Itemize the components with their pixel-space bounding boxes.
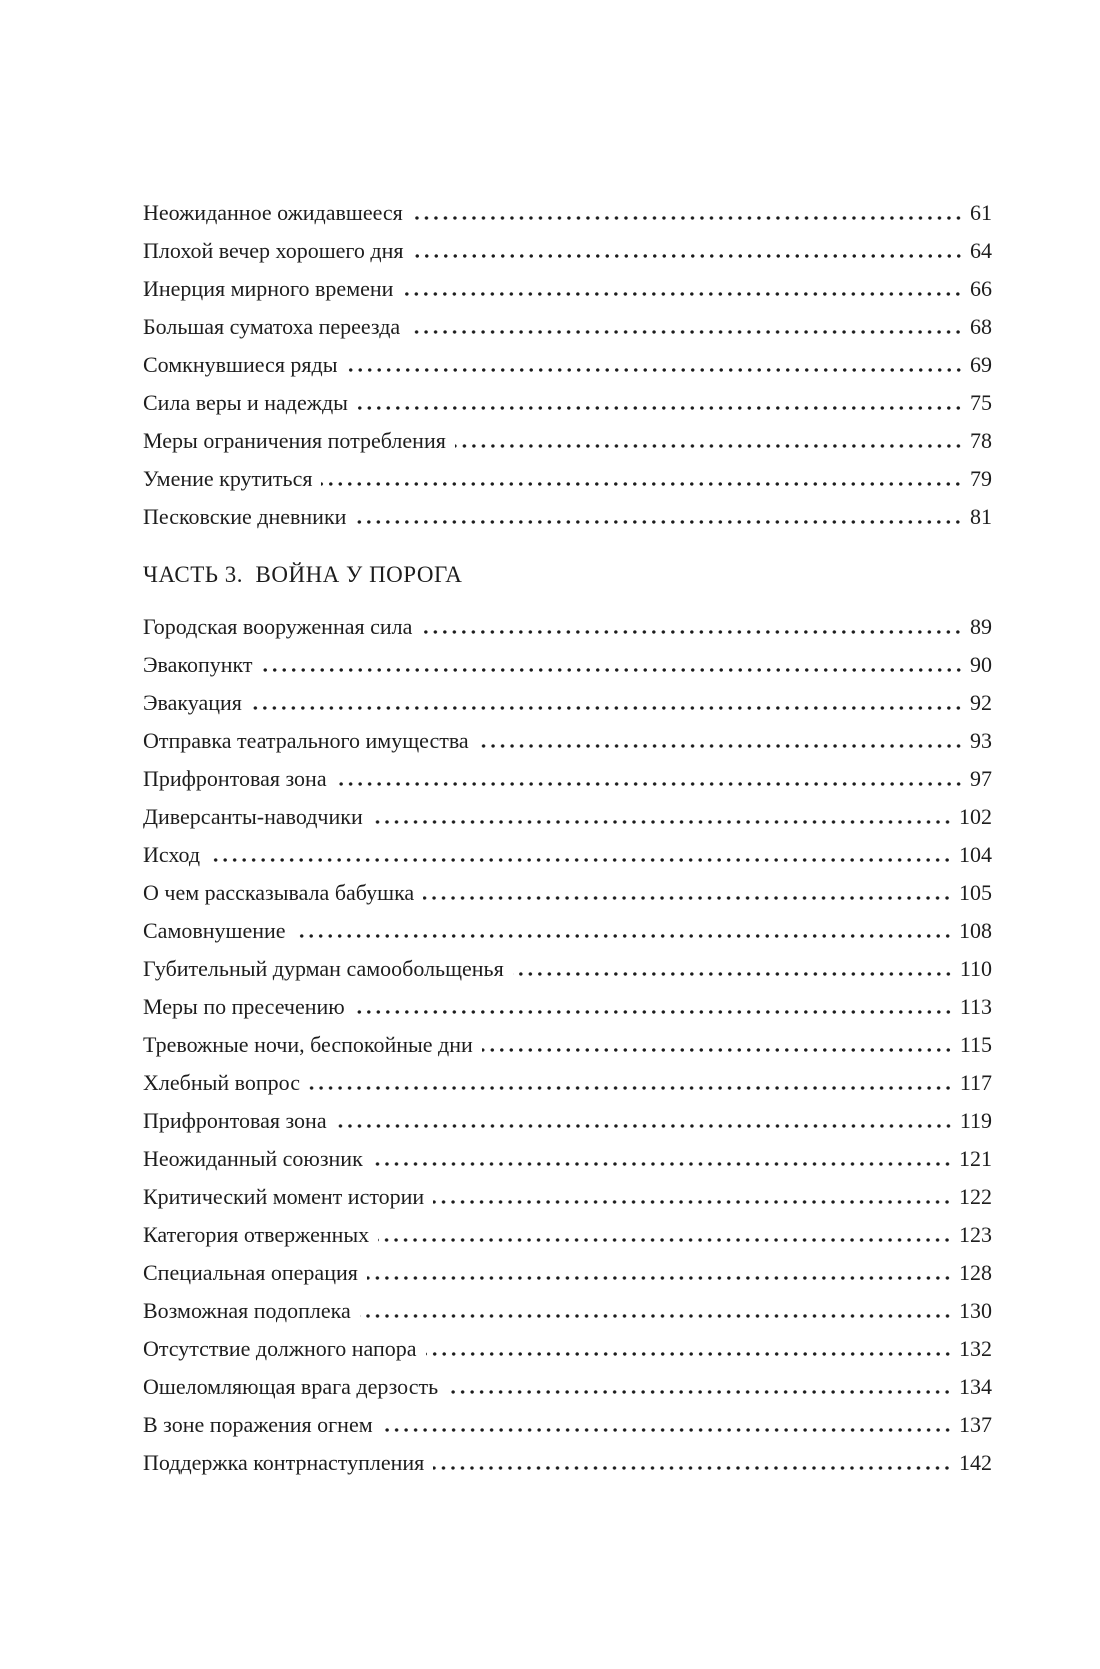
toc-entry-row: [143, 912, 992, 950]
toc-entry-row: [143, 194, 992, 232]
dotted-leader: [209, 858, 952, 862]
toc-entry-title: Возможная подоплека: [143, 1298, 351, 1323]
toc-entry-page-number: 122: [959, 1184, 992, 1209]
toc-entry-page-number: 121: [959, 1146, 992, 1171]
dotted-leader: [355, 520, 963, 524]
dotted-leader: [412, 216, 963, 220]
dotted-leader: [482, 1048, 953, 1052]
toc-entry-page-number: 134: [959, 1374, 992, 1399]
toc-entry-page-number: 105: [959, 880, 992, 905]
toc-entry-title: Эвакопункт: [143, 652, 253, 677]
toc-section-untitled: [143, 194, 992, 536]
toc-entry-title: Городская вооруженная сила: [143, 614, 413, 639]
toc-entry-title: Самовнушение: [143, 918, 286, 943]
toc-entry-page-number: 61: [970, 200, 992, 225]
toc-entry-page-number: 137: [959, 1412, 992, 1437]
toc-entry-row: [143, 270, 992, 308]
toc-entry-row: [143, 346, 992, 384]
toc-entry-row: [143, 1444, 992, 1482]
toc-entry-page-number: 123: [959, 1222, 992, 1247]
toc-entry-page-number: 108: [959, 918, 992, 943]
toc-entry-page-number: 128: [959, 1260, 992, 1285]
toc-entry-page-number: 117: [959, 1070, 992, 1095]
toc-entry-page-number: 130: [959, 1298, 992, 1323]
toc-entry-title: Меры ограничения потребления: [143, 428, 446, 453]
dotted-leader: [478, 744, 963, 748]
dotted-leader: [372, 820, 952, 824]
toc-entry-title: Исход: [143, 842, 201, 867]
toc-entry-row: [143, 1406, 992, 1444]
toc-entry-title: Прифронтовая зона: [143, 1108, 327, 1133]
dotted-leader: [295, 934, 952, 938]
toc-entry-title: Хлебный вопрос: [143, 1070, 300, 1095]
dotted-leader: [262, 668, 963, 672]
toc-entry-row: [143, 232, 992, 270]
dotted-leader: [455, 444, 963, 448]
dotted-leader: [382, 1428, 952, 1432]
dotted-leader: [354, 1010, 953, 1014]
dotted-leader: [336, 782, 963, 786]
toc-entry-page-number: 90: [970, 652, 992, 677]
toc-entry-title: Умение крутиться: [143, 466, 313, 491]
dotted-leader: [309, 1086, 953, 1090]
dotted-leader: [426, 1352, 952, 1356]
toc-entry-row: [143, 384, 992, 422]
dotted-leader: [421, 630, 963, 634]
toc-entry-row: [143, 646, 992, 684]
toc-entry-page-number: 97: [970, 766, 992, 791]
toc-entry-title: Эвакуация: [143, 690, 242, 715]
toc-entry-title: Специальная операция: [143, 1260, 358, 1285]
toc-entry-title: Диверсанты-наводчики: [143, 804, 363, 829]
toc-entry-title: Категория отверженных: [143, 1222, 370, 1247]
toc-entry-page-number: 110: [959, 956, 992, 981]
toc-entry-row: [143, 1216, 992, 1254]
dotted-leader: [378, 1238, 952, 1242]
dotted-leader: [321, 482, 963, 486]
toc-entry-row: [143, 460, 992, 498]
toc-entry-title: Большая суматоха переезда: [143, 314, 401, 339]
toc-entry-row: [143, 1178, 992, 1216]
toc-entry-row: [143, 798, 992, 836]
dotted-leader: [357, 406, 963, 410]
dotted-leader: [360, 1314, 952, 1318]
toc-entry-row: [143, 498, 992, 536]
toc-entry-title: Сила веры и надежды: [143, 390, 348, 415]
dotted-leader: [251, 706, 963, 710]
toc-entry-row: [143, 1254, 992, 1292]
toc-section-part-3: [143, 608, 992, 1482]
toc-entry-title: Сомкнувшиеся ряды: [143, 352, 338, 377]
toc-entry-page-number: 92: [970, 690, 992, 715]
toc-entry-row: [143, 836, 992, 874]
toc-entry-row: [143, 988, 992, 1026]
toc-entry-title: Меры по пресечению: [143, 994, 345, 1019]
toc-entry-title: Песковские дневники: [143, 504, 347, 529]
toc-entry-title: Ошеломляющая врага дерзость: [143, 1374, 439, 1399]
toc-entry-page-number: 119: [959, 1108, 992, 1133]
dotted-leader: [413, 254, 964, 258]
toc-entry-title: Поддержка контрнаступления: [143, 1450, 425, 1475]
toc-entry-title: Неожиданное ожидавшееся: [143, 200, 403, 225]
toc-entry-row: [143, 1102, 992, 1140]
toc-entry-row: [143, 308, 992, 346]
toc-entry-page-number: 113: [959, 994, 992, 1019]
toc-entry-title: Неожиданный союзник: [143, 1146, 363, 1171]
toc-entry-page-number: 142: [959, 1450, 992, 1475]
toc-entry-title: Отправка театрального имущества: [143, 728, 469, 753]
dotted-leader: [347, 368, 963, 372]
toc-entry-page-number: 102: [959, 804, 992, 829]
toc-entry-title: Плохой вечер хорошего дня: [143, 238, 404, 263]
toc-entry-page-number: 132: [959, 1336, 992, 1361]
toc-entry-title: Тревожные ночи, беспокойные дни: [143, 1032, 473, 1057]
toc-entry-row: [143, 1368, 992, 1406]
dotted-leader: [433, 1466, 952, 1470]
toc-entry-row: [143, 422, 992, 460]
toc-entry-page-number: 64: [970, 238, 992, 263]
toc-entry-page-number: 69: [970, 352, 992, 377]
dotted-leader: [447, 1390, 952, 1394]
toc-entry-title: В зоне поражения огнем: [143, 1412, 373, 1437]
toc-entry-row: [143, 1330, 992, 1368]
toc-entry-row: [143, 1292, 992, 1330]
dotted-leader: [513, 972, 953, 976]
toc-entry-page-number: 79: [970, 466, 992, 491]
toc-entry-page-number: 66: [970, 276, 992, 301]
toc-section-heading: ЧАСТЬ 3. ВОЙНА У ПОРОГА: [143, 562, 463, 587]
toc-entry-row: [143, 874, 992, 912]
toc-entry-row: [143, 1140, 992, 1178]
dotted-leader: [402, 292, 963, 296]
toc-entry-row: [143, 950, 992, 988]
toc-entry-title: Отсутствие должного напора: [143, 1336, 417, 1361]
dotted-leader: [367, 1276, 952, 1280]
toc-entry-page-number: 104: [959, 842, 992, 867]
toc-entry-row: [143, 760, 992, 798]
toc-entry-page-number: 68: [970, 314, 992, 339]
toc-entry-page-number: 75: [970, 390, 992, 415]
toc-entry-row: [143, 608, 992, 646]
dotted-leader: [409, 330, 963, 334]
dotted-leader: [372, 1162, 952, 1166]
dotted-leader: [423, 896, 952, 900]
toc-entry-title: Критический момент истории: [143, 1184, 425, 1209]
toc-entry-row: [143, 684, 992, 722]
toc-entry-row: [143, 1064, 992, 1102]
toc-entry-title: О чем рассказывала бабушка: [143, 880, 415, 905]
toc-entry-title: Инерция мирного времени: [143, 276, 394, 301]
toc-entry-row: [143, 722, 992, 760]
toc-entry-page-number: 78: [970, 428, 992, 453]
toc-entry-page-number: 89: [970, 614, 992, 639]
toc-entry-page-number: 93: [970, 728, 992, 753]
dotted-leader: [433, 1200, 952, 1204]
toc-entry-page-number: 81: [970, 504, 992, 529]
toc-entry-title: Губительный дурман самообольщенья: [143, 956, 504, 981]
dotted-leader: [336, 1124, 953, 1128]
toc-entry-title: Прифронтовая зона: [143, 766, 327, 791]
toc-entry-row: [143, 1026, 992, 1064]
toc-entry-page-number: 115: [959, 1032, 992, 1057]
